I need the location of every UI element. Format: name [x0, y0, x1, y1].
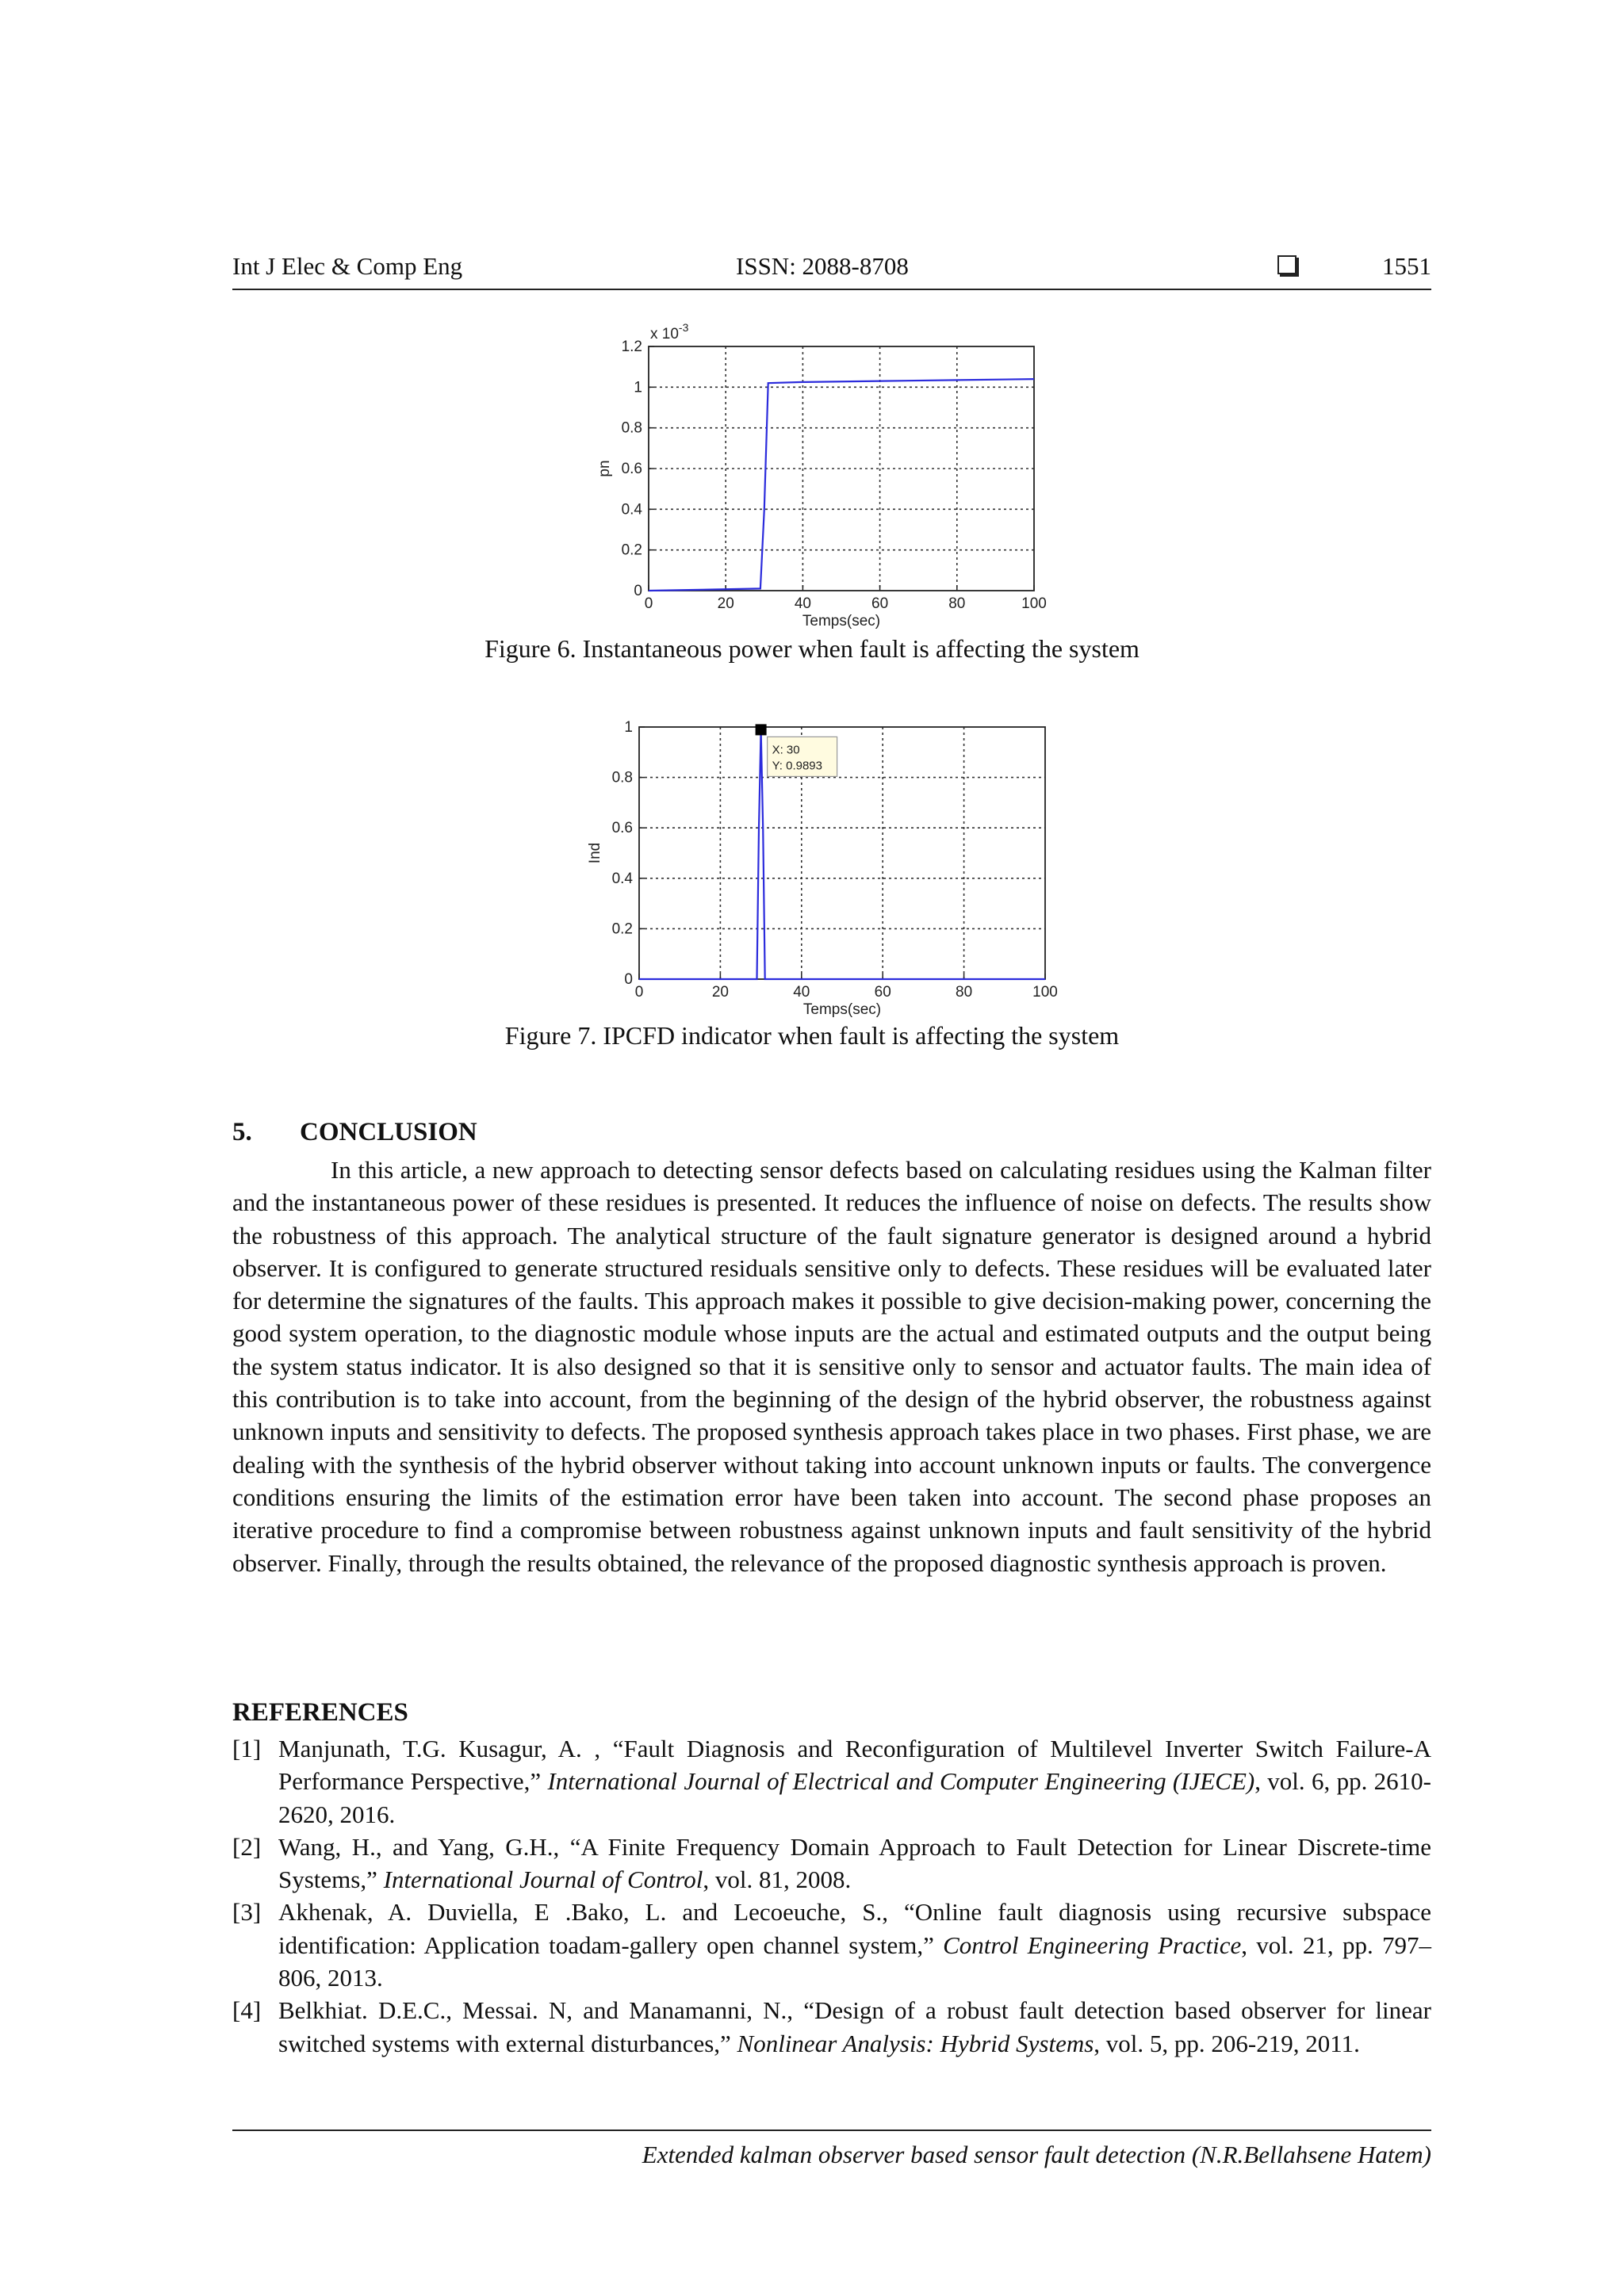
page-number: 1551 [1382, 252, 1431, 280]
reference-number: [1] [232, 1735, 262, 1762]
figure-6-chart [571, 313, 1078, 640]
conclusion-body [232, 1154, 1431, 1579]
section-heading [232, 1118, 477, 1147]
figure-6-caption: Figure 6. Instantaneous power when fault is affecting the system [485, 634, 1139, 663]
section-number: 5. [232, 1118, 252, 1146]
x-tick-label: 0 [634, 984, 644, 1001]
reference-item [232, 1831, 1431, 1896]
reference-number: [4] [232, 1996, 262, 2025]
x-axis-label: Temps(sec) [802, 1001, 882, 1018]
issn: ISSN: 2088-8708 [736, 252, 909, 280]
x-tick-label: 40 [794, 595, 811, 612]
x-tick-label: 60 [874, 984, 891, 1001]
series-line [649, 379, 1034, 591]
reference-text: Akhenak, A. Duviella, E .Bako, L. and Lecoeuche, S., “Online fault diagnosis using recursive subspace identification: Application toadam-gallery open channel system,” [278, 1898, 1431, 1959]
y-tick-label: 1 [634, 379, 642, 396]
y-tick-label: 0.2 [611, 920, 633, 938]
running-footer: Extended kalman observer based sensor fault detection (N.R.Bellahsene Hatem) [642, 2141, 1431, 2168]
y-tick-label: 0.4 [611, 870, 633, 887]
y-tick-label: 0.6 [611, 820, 633, 837]
y-tick-label: 0.4 [621, 501, 642, 519]
figure-7-caption: Figure 7. IPCFD indicator when fault is affecting the system [504, 1021, 1120, 1050]
reference-item [232, 1732, 1431, 1831]
series-line [639, 729, 1045, 979]
reference-number: [2] [232, 1832, 262, 1861]
reference-details: , vol. 6, pp. 2610-2620, 2016. [278, 1767, 1431, 1828]
datatip-marker [756, 724, 767, 735]
x-tick-label: 20 [717, 595, 734, 612]
axis-exponent-label: x $10^{-3}$ [650, 321, 689, 342]
y-tick-label: 0 [634, 583, 642, 599]
x-tick-label: 60 [871, 595, 889, 612]
x-tick-label: 40 [793, 984, 810, 1001]
reference-venue: International Journal of Control [383, 1866, 703, 1894]
y-axis-label: pn [596, 460, 613, 477]
references-heading: REFERENCES [232, 1698, 408, 1727]
x-tick-label: 20 [711, 984, 729, 1001]
y-tick-label: 1.2 [621, 339, 642, 355]
reference-venue: Nonlinear Analysis: Hybrid Systems [737, 2029, 1094, 2057]
y-tick-label: 0.8 [611, 769, 633, 786]
y-tick-label: 0.6 [621, 461, 642, 477]
datatip-y-label: Y: 0.9893 [772, 759, 823, 773]
square-icon [1277, 255, 1297, 274]
reference-number: [3] [232, 1898, 262, 1927]
reference-item [232, 1896, 1431, 1994]
reference-item [232, 1994, 1431, 2060]
y-tick-label: 0 [624, 971, 633, 988]
reference-text: Wang, H., and Yang, G.H., “A Finite Frequency Domain Approach to Fault Detection for Linear Discrete-time Systems,” [278, 1832, 1431, 1894]
x-tick-label: 80 [948, 595, 966, 612]
y-tick-label: 0.2 [621, 541, 642, 559]
reference-venue: Control Engineering Practice [943, 1931, 1242, 1959]
reference-text: Manjunath, T.G. Kusagur, A. , “Fault Diagnosis and Reconfiguration of Multilevel Inverter Switch Failure-A Performance Perspective,” [278, 1735, 1431, 1796]
conclusion-paragraph: In this article, a new approach to detecting sensor defects based on calculating residues using the Kalman filter and the instantaneous power of these residues is presented. It reduces the influence of noise on defects. The results show the robustness of this approach. The analytical structure of the fault signature generator is designed around a hybrid observer. It is configured to generate structured residuals sensitive only to defects. These residues will be evaluated later for determine the signatures of the faults. This approach makes it possible to give decision-making power, concerning the good system operation, to the diagnostic module whose inputs are the actual and estimated outputs and the output being the system status indicator. It is also designed so that it is sensitive only to sensor and actuator faults. The main idea of this contribution is to take into account, from the beginning of the design of the hybrid observer, the robustness against unknown inputs and sensitivity to defects. The proposed synthesis approach takes place in two phases. First phase, we are dealing with the synthesis of the hybrid observer without taking into account unknown inputs or faults. The convergence conditions ensuring the limits of the estimation error have been taken into account. The second phase proposes an iterative procedure to find a compromise between robustness against unknown inputs and fault sensitivity of the hybrid observer. Finally, through the results obtained, the relevance of the proposed diagnostic synthesis approach is proven. [232, 1156, 1431, 1577]
x-tick-label: 80 [956, 984, 973, 1001]
x-tick-label: 100 [1021, 595, 1047, 612]
x-tick-label: 100 [1032, 984, 1058, 1001]
y-tick-label: 0.8 [621, 419, 642, 437]
running-header [232, 252, 1431, 290]
y-tick-label: 1 [624, 719, 633, 736]
figure-7-chart [571, 714, 1078, 1027]
datatip-x-label: X: 30 [772, 743, 800, 757]
journal-name: Int J Elec & Comp Eng [232, 252, 463, 280]
reference-text: Belkhiat. D.E.C., Messai. N, and Manamanni, N., “Design of a robust fault detection based observer for linear switched systems with external disturbances,” [278, 1996, 1431, 2057]
reference-details: , vol. 5, pp. 206-219, 2011. [1094, 2029, 1360, 2057]
section-title: CONCLUSION [300, 1118, 477, 1146]
reference-venue: International Journal of Electrical and Computer Engineering (IJECE) [547, 1767, 1255, 1796]
y-axis-label: Ind [587, 842, 603, 864]
x-axis-label: Temps(sec) [802, 613, 881, 629]
reference-details: , vol. 81, 2008. [703, 1866, 852, 1894]
reference-details: , vol. 21, pp. 797–806, 2013. [278, 1931, 1431, 1992]
references-list [232, 1732, 1431, 2060]
plot-frame [639, 727, 1045, 979]
x-tick-label: 0 [644, 595, 653, 612]
footer-rule [232, 2130, 1431, 2131]
